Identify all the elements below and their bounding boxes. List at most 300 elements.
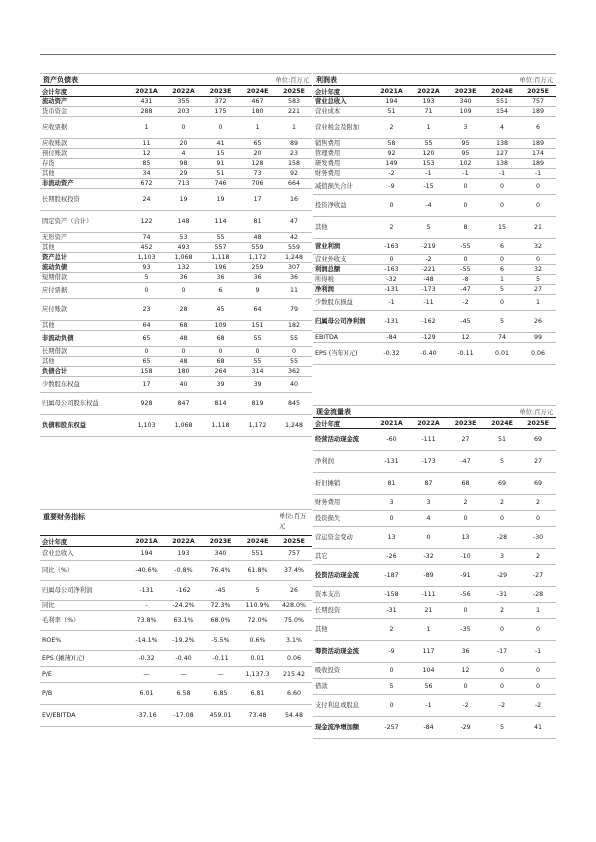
cell-value: 109 (447, 107, 484, 117)
cell-value: 48 (165, 357, 202, 367)
cell-value: -2 (410, 255, 447, 265)
cell-value: 1 (484, 275, 520, 285)
table-row (313, 311, 556, 333)
row-label: 营业外收支 (313, 255, 373, 265)
cell-value: 0 (484, 511, 520, 527)
cell-value: 4 (484, 117, 520, 139)
row-label: 营业成本 (313, 107, 373, 117)
cash-flow-panel (313, 405, 556, 739)
cell-value: 0 (484, 663, 520, 679)
row-label: 长期借款 (40, 347, 128, 357)
cell-value: -1 (410, 695, 447, 717)
cell-value: -2 (520, 695, 556, 717)
header-year-2024e: 2024E (239, 86, 276, 97)
table-row (313, 511, 556, 527)
cell-value: 221 (276, 107, 312, 117)
cell-value: 0 (520, 255, 556, 265)
cell-value: 814 (202, 393, 239, 415)
cell-value: 95 (447, 149, 484, 159)
cell-value: 13 (373, 527, 410, 549)
row-label: 流动负债 (40, 263, 128, 273)
cell-value: -29 (484, 565, 520, 587)
cell-value: 128 (239, 159, 276, 169)
cell-value: 0 (202, 347, 239, 357)
cell-value: -111 (410, 587, 447, 603)
cell-value: 65 (239, 139, 276, 149)
table-row (40, 561, 312, 581)
cell-value: 493 (165, 243, 202, 253)
row-label: 资产总计 (40, 253, 128, 263)
table-header-row (313, 418, 556, 429)
header-year-2025e: 2025E (276, 536, 312, 547)
cell-value: -91 (447, 565, 484, 587)
row-label: EBITDA (313, 333, 373, 343)
cell-value: 452 (128, 243, 165, 253)
cell-value: 132 (165, 263, 202, 273)
cell-value: 117 (410, 641, 447, 663)
cell-value: 819 (239, 393, 276, 415)
row-label: EPS (当年)(元) (313, 343, 373, 365)
cell-value: 64 (239, 299, 276, 321)
cell-value: 194 (128, 547, 165, 561)
cell-value: -26 (373, 549, 410, 565)
table-row (40, 581, 312, 601)
cell-value: 138 (484, 159, 520, 169)
cell-value: 21 (520, 217, 556, 239)
header-year-2025e: 2025E (276, 86, 312, 97)
cell-value: 5 (410, 217, 447, 239)
cell-value: -5.5% (202, 631, 239, 651)
cell-value: -131 (373, 311, 410, 333)
cell-value: 21 (410, 603, 447, 619)
header-year-2023e: 2023E (202, 86, 239, 97)
cell-value: 65 (128, 357, 165, 367)
cell-value: 68 (165, 321, 202, 331)
row-label: 现金流净增加额 (313, 717, 373, 739)
cell-value: 12 (447, 663, 484, 679)
row-label: 应付账款 (40, 299, 128, 321)
table-row (40, 139, 312, 149)
cell-value: 551 (239, 547, 276, 561)
cell-value: 1 (520, 603, 556, 619)
balance-sheet-table (40, 85, 312, 437)
table-row (40, 169, 312, 179)
cell-value: 109 (202, 321, 239, 331)
cell-value: -1 (373, 295, 410, 311)
row-label: 营业总收入 (40, 547, 128, 561)
cell-value: 5 (484, 717, 520, 739)
cell-value: 58 (373, 139, 410, 149)
table-row (313, 117, 556, 139)
header-fiscal-year: 会计年度 (313, 418, 373, 429)
cell-value: 664 (276, 179, 312, 189)
cell-value: 11 (276, 283, 312, 299)
row-label: 长期投资 (313, 603, 373, 619)
cell-value: 0 (276, 347, 312, 357)
cell-value: 6 (520, 117, 556, 139)
cell-value: 68 (202, 357, 239, 367)
cell-value: -162 (165, 581, 202, 601)
row-label: 归属母公司净利润 (313, 311, 373, 333)
cell-value: 63.1% (165, 611, 202, 631)
cell-value: 17 (239, 189, 276, 211)
row-label: 短期借款 (40, 273, 128, 283)
cell-value: 68.0% (202, 611, 239, 631)
cell-value: 182 (276, 321, 312, 331)
table-row (313, 333, 556, 343)
cell-value: 340 (447, 97, 484, 107)
cell-value: 757 (276, 547, 312, 561)
cell-value: 2 (373, 619, 410, 641)
cell-value: 55 (276, 357, 312, 367)
balance-sheet-unit: 单位:百万元 (275, 77, 309, 84)
cell-value: 19 (165, 189, 202, 211)
cell-value: -163 (373, 265, 410, 275)
cell-value: 1,118 (202, 253, 239, 263)
cell-value: -47 (447, 451, 484, 473)
cell-value: 5 (373, 679, 410, 695)
cell-value: 1 (410, 619, 447, 641)
cell-value: 99 (520, 333, 556, 343)
header-year-2022a: 2022A (410, 86, 447, 97)
header-year-2022a: 2022A (410, 418, 447, 429)
cell-value: 3 (447, 117, 484, 139)
header-year-2021a: 2021A (373, 86, 410, 97)
cell-value: -173 (410, 285, 447, 295)
cell-value: 55 (202, 233, 239, 243)
cell-value: 428.0% (276, 601, 312, 611)
income-statement-unit: 单位:百万元 (519, 77, 553, 84)
cell-value: -2 (484, 695, 520, 717)
cell-value: 92 (276, 169, 312, 179)
cell-value: 174 (520, 149, 556, 159)
cell-value: -0.32 (373, 343, 410, 365)
cell-value: 194 (373, 97, 410, 107)
row-label: 同比 (40, 601, 128, 611)
cell-value: 0 (484, 195, 520, 217)
cell-value: 0 (373, 511, 410, 527)
cell-value: 32 (520, 265, 556, 275)
cell-value: 26 (276, 581, 312, 601)
cell-value: 55 (410, 139, 447, 149)
cell-value: -48 (410, 275, 447, 285)
cell-value: 0.06 (276, 651, 312, 667)
cell-value: 288 (128, 107, 165, 117)
cell-value: -30 (520, 527, 556, 549)
cell-value: 928 (128, 393, 165, 415)
cell-value: 1,248 (276, 415, 312, 437)
cell-value: 122 (128, 211, 165, 233)
row-label: 其他 (40, 169, 128, 179)
cell-value: 1,103 (128, 253, 165, 263)
row-label: 其他 (40, 357, 128, 367)
cell-value: 1 (410, 117, 447, 139)
cell-value: 706 (239, 179, 276, 189)
cell-value: 264 (202, 367, 239, 377)
cell-value: 1,172 (239, 253, 276, 263)
row-label: 营运资金变动 (313, 527, 373, 549)
cell-value: 36 (202, 273, 239, 283)
cell-value: 4 (165, 149, 202, 159)
row-label: 净利润 (313, 285, 373, 295)
cell-value: -4 (410, 195, 447, 217)
cell-value: 85 (128, 159, 165, 169)
row-label: 吸收投资 (313, 663, 373, 679)
income-statement-title-bar (313, 73, 556, 85)
cell-value: 12 (447, 333, 484, 343)
cell-value: 2 (447, 495, 484, 511)
table-row (40, 377, 312, 393)
cell-value: 551 (484, 97, 520, 107)
cell-value: 73 (239, 169, 276, 179)
table-row (313, 451, 556, 473)
cell-value: 37.4% (276, 561, 312, 581)
row-label: 营业利润 (313, 239, 373, 255)
cell-value: 39 (239, 377, 276, 393)
cell-value: 2 (484, 495, 520, 511)
cell-value: 5 (239, 581, 276, 601)
cell-value: 47 (276, 211, 312, 233)
cell-value: -0.11 (202, 651, 239, 667)
table-row (40, 415, 312, 437)
cash-flow-table (313, 417, 556, 739)
table-row (313, 159, 556, 169)
cell-value: 81 (373, 473, 410, 495)
cell-value: 138 (484, 139, 520, 149)
cell-value: 45 (202, 299, 239, 321)
cell-value: 0.06 (520, 343, 556, 365)
cell-value: 196 (202, 263, 239, 273)
cell-value: 3 (410, 495, 447, 511)
cell-value: -45 (447, 311, 484, 333)
table-row (40, 179, 312, 189)
cell-value: 0 (202, 117, 239, 139)
row-label: 应收账款 (40, 139, 128, 149)
cell-value: 69 (520, 473, 556, 495)
cell-value: -10 (447, 549, 484, 565)
row-label: 其它 (313, 549, 373, 565)
row-label: 预付账款 (40, 149, 128, 159)
table-row (313, 97, 556, 107)
cell-value: — (165, 667, 202, 683)
cell-value: 193 (165, 547, 202, 561)
cell-value: 98 (165, 159, 202, 169)
cell-value: -162 (410, 311, 447, 333)
cell-value: 340 (202, 547, 239, 561)
table-header-row (313, 86, 556, 97)
table-row (40, 347, 312, 357)
table-row (40, 367, 312, 377)
cell-value: 583 (276, 97, 312, 107)
header-year-2023e: 2023E (447, 86, 484, 97)
header-year-2021a: 2021A (373, 418, 410, 429)
table-row (40, 651, 312, 667)
cell-value: 0 (484, 255, 520, 265)
cell-value: 16 (276, 189, 312, 211)
cash-flow-unit: 单位:百万元 (519, 409, 553, 416)
header-year-2025e: 2025E (520, 86, 556, 97)
cell-value: 559 (276, 243, 312, 253)
income-statement-title: 利润表 (316, 76, 337, 84)
cell-value: -84 (373, 333, 410, 343)
cell-value: 6.81 (239, 683, 276, 705)
cell-value: 4 (410, 511, 447, 527)
cell-value: 36 (165, 273, 202, 283)
cell-value: -55 (447, 239, 484, 255)
table-row (40, 149, 312, 159)
cell-value: -1 (484, 169, 520, 179)
cell-value: 32 (520, 239, 556, 255)
cell-value: 104 (410, 663, 447, 679)
cell-value: 0 (520, 511, 556, 527)
cell-value: 746 (202, 179, 239, 189)
row-label: 利润总额 (313, 265, 373, 275)
cell-value: 175 (202, 107, 239, 117)
cell-value: 2 (373, 117, 410, 139)
cell-value: 0 (165, 347, 202, 357)
table-row (40, 331, 312, 347)
cell-value: -17 (484, 641, 520, 663)
header-fiscal-year: 会计年度 (40, 536, 128, 547)
cell-value: -9 (373, 179, 410, 195)
cell-value: -158 (373, 587, 410, 603)
row-label: 归属母公司净利润 (40, 581, 128, 601)
cell-value: 114 (202, 211, 239, 233)
cell-value: 2 (520, 495, 556, 511)
cell-value: -187 (373, 565, 410, 587)
cell-value: -131 (373, 451, 410, 473)
cell-value: -1 (520, 169, 556, 179)
cell-value: -8 (447, 275, 484, 285)
table-row (40, 547, 312, 561)
cell-value: 48 (165, 331, 202, 347)
cell-value: 215.42 (276, 667, 312, 683)
row-label: 负债和股东权益 (40, 415, 128, 437)
cell-value: 48 (239, 233, 276, 243)
cell-value: 0 (128, 283, 165, 299)
cell-value: -17.08 (165, 705, 202, 727)
cell-value: 11 (128, 139, 165, 149)
table-row (313, 695, 556, 717)
table-row (40, 243, 312, 253)
cell-value: 0 (373, 255, 410, 265)
cell-value: -55 (447, 265, 484, 275)
cash-flow-title: 现金流量表 (316, 408, 351, 416)
header-fiscal-year: 会计年度 (313, 86, 373, 97)
table-row (40, 97, 312, 107)
cell-value: — (202, 667, 239, 683)
cell-value: 54.48 (276, 705, 312, 727)
table-row (313, 285, 556, 295)
row-label: P/E (40, 667, 128, 683)
cell-value: -31 (484, 587, 520, 603)
table-row (313, 717, 556, 739)
cell-value: -0.11 (447, 343, 484, 365)
cell-value: -47 (447, 285, 484, 295)
row-label: 减值损失合计 (313, 179, 373, 195)
table-row (40, 393, 312, 415)
table-row (40, 273, 312, 283)
row-label: 负债合计 (40, 367, 128, 377)
row-label: 所得税 (313, 275, 373, 285)
cell-value: 69 (520, 429, 556, 451)
cell-value: -219 (410, 239, 447, 255)
cell-value: 51 (484, 429, 520, 451)
cell-value: 149 (373, 159, 410, 169)
cell-value: 74 (128, 233, 165, 243)
cell-value: 0 (165, 283, 202, 299)
cell-value: -89 (410, 565, 447, 587)
cell-value: 845 (276, 393, 312, 415)
table-row (40, 705, 312, 727)
cell-value: 362 (276, 367, 312, 377)
cell-value: 20 (239, 149, 276, 159)
cell-value: 1,118 (202, 415, 239, 437)
table-row (313, 343, 556, 365)
cell-value: 672 (128, 179, 165, 189)
cell-value: 189 (520, 107, 556, 117)
row-label: 营业税金及附加 (313, 117, 373, 139)
income-statement-table (313, 85, 556, 365)
cell-value: 5 (484, 311, 520, 333)
table-row (40, 107, 312, 117)
cell-value: -11 (410, 295, 447, 311)
cell-value: 6 (484, 239, 520, 255)
row-label: 少数股东权益 (40, 377, 128, 393)
table-row (313, 195, 556, 217)
cell-value: 28 (165, 299, 202, 321)
cell-value: 3 (484, 549, 520, 565)
cell-value: 40 (165, 377, 202, 393)
cell-value: 55 (239, 331, 276, 347)
cell-value: 189 (520, 159, 556, 169)
table-row (313, 275, 556, 285)
row-label: 财务费用 (313, 495, 373, 511)
table-row (40, 233, 312, 243)
balance-sheet-title-bar (40, 73, 312, 85)
cell-value: 158 (276, 159, 312, 169)
cell-value: 0 (484, 179, 520, 195)
table-row (313, 565, 556, 587)
cell-value: -32 (410, 549, 447, 565)
cell-value: 259 (239, 263, 276, 273)
row-label: 非流动资产 (40, 179, 128, 189)
cell-value: 0 (520, 619, 556, 641)
row-label: 借款 (313, 679, 373, 695)
table-row (313, 641, 556, 663)
table-row (313, 495, 556, 511)
cell-value: 847 (165, 393, 202, 415)
cell-value: -29 (447, 717, 484, 739)
key-metrics-panel (40, 509, 312, 727)
cell-value: 23 (128, 299, 165, 321)
cell-value: 95 (447, 139, 484, 149)
cell-value: -129 (410, 333, 447, 343)
cell-value: 180 (239, 107, 276, 117)
cell-value: -0.40 (165, 651, 202, 667)
cell-value: 372 (202, 97, 239, 107)
table-row (313, 663, 556, 679)
table-row (40, 357, 312, 367)
row-label: 毛利率（%） (40, 611, 128, 631)
cell-value: 0 (484, 295, 520, 311)
cell-value: 51 (202, 169, 239, 179)
cell-value: -45 (202, 581, 239, 601)
table-row (40, 117, 312, 139)
cell-value: 56 (410, 679, 447, 695)
cell-value: 355 (165, 97, 202, 107)
cell-value: 180 (165, 367, 202, 377)
